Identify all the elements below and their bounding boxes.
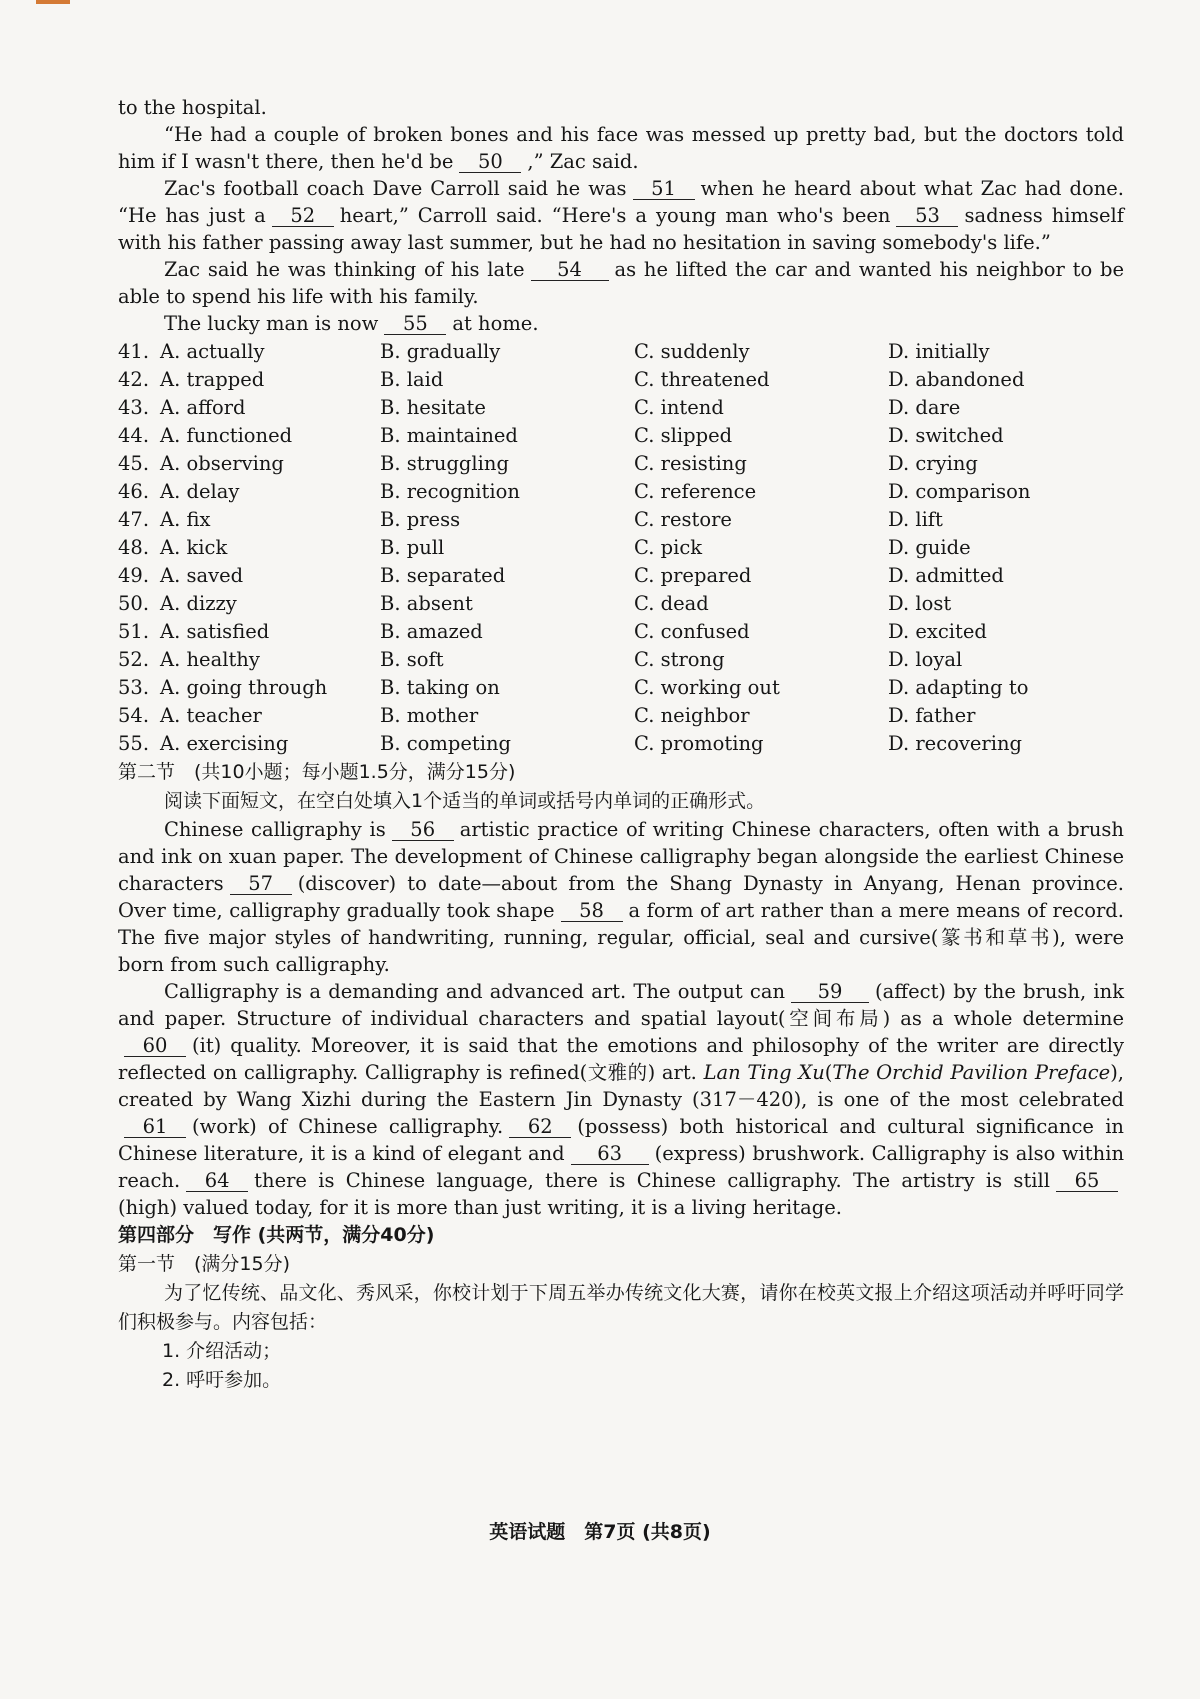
question-number: 51.	[118, 620, 150, 643]
text: Zac's football coach Dave Carroll said he was	[164, 177, 627, 200]
option-b: B. pull	[380, 536, 445, 559]
prompt-item: 2. 呼吁参加。	[162, 1369, 282, 1391]
text: The lucky man is now	[164, 312, 379, 335]
option-a: A. delay	[160, 480, 240, 503]
question-number: 50.	[118, 592, 150, 615]
option-row	[118, 338, 1124, 366]
book-title: Lan Ting Xu	[703, 1061, 825, 1084]
question-number: 55.	[118, 732, 150, 755]
option-c: C. dead	[634, 592, 709, 615]
option-b: B. separated	[380, 564, 506, 587]
text: as he lifted the car and wanted his neighbor to be able to spend his life with his family.	[118, 258, 1125, 308]
scan-edge-mark	[36, 0, 70, 4]
question-number: 45.	[118, 452, 150, 475]
blank-51: 51	[633, 178, 695, 200]
option-a: A. kick	[160, 536, 228, 559]
text: when he heard about what Zac had done. “He has just a	[118, 177, 1124, 227]
option-row	[118, 506, 1124, 534]
part-heading: 第四部分 写作 (共两节，满分40分)	[118, 1224, 435, 1246]
option-row	[118, 590, 1124, 618]
passage-line	[118, 94, 1124, 121]
text: heart,” Carroll said. “Here's a young man who's been	[339, 204, 891, 227]
option-c: C. intend	[634, 396, 724, 419]
passage-paragraph	[118, 121, 1124, 175]
option-c: C. promoting	[634, 732, 764, 755]
option-d: D. abandoned	[888, 368, 1025, 391]
option-c: C. pick	[634, 536, 703, 559]
option-d: D. lost	[888, 592, 952, 615]
option-a: A. afford	[160, 396, 246, 419]
passage-paragraph	[118, 175, 1124, 256]
text: Chinese calligraphy is	[164, 818, 386, 841]
text: artistic practice of writing Chinese characters, often with a brush and ink on xuan paper. The development of Chinese calligraphy began alongside the earliest Chinese characters	[118, 818, 1124, 895]
option-a: A. teacher	[160, 704, 262, 727]
option-d: D. recovering	[888, 732, 1023, 755]
option-b: B. soft	[380, 648, 444, 671]
blank-62: 62	[509, 1116, 571, 1138]
section-instruction: 阅读下面短文，在空白处填入1个适当的单词或括号内单词的正确形式。	[164, 790, 766, 812]
text: Zac said he was thinking of his late	[164, 258, 525, 281]
prompt-item: 1. 介绍活动；	[162, 1340, 282, 1362]
option-b: B. struggling	[380, 452, 509, 475]
text: sadness himself with his father passing away last summer, but he had no hesitation in saving somebody's life.”	[118, 204, 1124, 254]
blank-57: 57	[230, 873, 292, 895]
blank-54: 54	[531, 259, 609, 281]
blank-55: 55	[384, 313, 446, 335]
option-c: C. reference	[634, 480, 757, 503]
option-a: A. trapped	[160, 368, 265, 391]
question-number: 42.	[118, 368, 150, 391]
option-d: D. switched	[888, 424, 1004, 447]
text: at home.	[452, 312, 539, 335]
passage-paragraph	[118, 310, 1124, 337]
question-number: 53.	[118, 676, 150, 699]
text: ,” Zac said.	[527, 150, 639, 173]
question-number: 52.	[118, 648, 150, 671]
question-number: 43.	[118, 396, 150, 419]
option-row	[118, 702, 1124, 730]
blank-58: 58	[561, 900, 623, 922]
text: a form of art rather than a mere means of record. The five major styles of handwriting, running, regular, official, seal and cursive(篆书和草书), were born from such calligraphy.	[118, 899, 1124, 976]
option-a: A. dizzy	[160, 592, 237, 615]
blank-59: 59	[791, 981, 869, 1003]
option-d: D. adapting to	[888, 676, 1029, 699]
text: there is Chinese language, there is Chinese calligraphy. The artistry is still	[254, 1169, 1050, 1192]
option-row	[118, 478, 1124, 506]
text: Calligraphy is a demanding and advanced art. The output can	[164, 980, 786, 1003]
text: (affect) by the brush, ink and paper. Structure of individual characters and spatial layout(空间布局) as a whole determine	[118, 980, 1125, 1030]
option-b: B. recognition	[380, 480, 520, 503]
page-footer: 英语试题 第7页 (共8页)	[489, 1521, 711, 1543]
option-a: A. exercising	[160, 732, 289, 755]
option-c: C. restore	[634, 508, 732, 531]
blank-64: 64	[186, 1170, 248, 1192]
grammar-paragraph	[118, 978, 1124, 1221]
option-d: D. father	[888, 704, 976, 727]
grammar-paragraph	[118, 816, 1124, 978]
options-list	[118, 338, 1124, 758]
option-b: B. competing	[380, 732, 512, 755]
blank-50: 50	[459, 151, 521, 173]
option-c: C. resisting	[634, 452, 747, 475]
text: (work) of Chinese calligraphy.	[192, 1115, 504, 1138]
option-d: D. guide	[888, 536, 971, 559]
question-number: 44.	[118, 424, 150, 447]
writing-prompt: 为了忆传统、品文化、秀风采，你校计划于下周五举办传统文化大赛，请你在校英文报上介绍这项活动并呼吁同学们积极参与。内容包括：	[118, 1282, 1124, 1333]
text: (discover) to date—about from the Shang Dynasty in Anyang, Henan province. Over time, calligraphy gradually took shape	[118, 872, 1124, 922]
option-c: C. confused	[634, 620, 750, 643]
option-d: D. comparison	[888, 480, 1031, 503]
option-b: B. gradually	[380, 340, 501, 363]
option-c: C. slipped	[634, 424, 733, 447]
blank-56: 56	[392, 819, 454, 841]
text: (	[824, 1061, 833, 1084]
option-d: D. dare	[888, 396, 961, 419]
blank-61: 61	[124, 1116, 186, 1138]
section-heading: 第二节 (共10小题；每小题1.5分，满分15分)	[118, 761, 516, 783]
option-b: B. laid	[380, 368, 444, 391]
option-a: A. healthy	[160, 648, 260, 671]
option-b: B. maintained	[380, 424, 518, 447]
question-number: 46.	[118, 480, 150, 503]
option-row	[118, 422, 1124, 450]
blank-63: 63	[571, 1143, 649, 1165]
option-a: A. satisfied	[160, 620, 270, 643]
text: (high) valued today, for it is more than just writing, it is a living heritage.	[118, 1196, 842, 1219]
text: “He had a couple of broken bones and his face was messed up pretty bad, but the doctors told him if I wasn't there, then he'd be	[118, 123, 1124, 173]
question-number: 54.	[118, 704, 150, 727]
option-a: A. going through	[160, 676, 328, 699]
option-c: C. working out	[634, 676, 780, 699]
option-d: D. lift	[888, 508, 943, 531]
option-row	[118, 534, 1124, 562]
question-number: 49.	[118, 564, 150, 587]
option-c: C. neighbor	[634, 704, 750, 727]
section-subheading: 第一节 (满分15分)	[118, 1253, 291, 1275]
question-number: 48.	[118, 536, 150, 559]
option-d: D. excited	[888, 620, 987, 643]
option-a: A. saved	[160, 564, 244, 587]
passage-paragraph	[118, 256, 1124, 310]
option-c: C. threatened	[634, 368, 770, 391]
book-title-english: The Orchid Pavilion Preface	[832, 1061, 1111, 1084]
option-row	[118, 730, 1124, 758]
option-b: B. absent	[380, 592, 473, 615]
option-a: A. fix	[160, 508, 211, 531]
blank-65: 65	[1056, 1170, 1118, 1192]
option-b: B. hesitate	[380, 396, 486, 419]
question-number: 41.	[118, 340, 150, 363]
option-b: B. mother	[380, 704, 479, 727]
option-row	[118, 562, 1124, 590]
option-c: C. prepared	[634, 564, 752, 587]
option-a: A. actually	[160, 340, 265, 363]
option-row	[118, 394, 1124, 422]
option-a: A. functioned	[160, 424, 293, 447]
blank-60: 60	[124, 1035, 186, 1057]
option-c: C. strong	[634, 648, 725, 671]
option-c: C. suddenly	[634, 340, 750, 363]
text: to the hospital.	[118, 96, 267, 119]
blank-53: 53	[896, 205, 958, 227]
option-d: D. crying	[888, 452, 978, 475]
option-b: B. amazed	[380, 620, 483, 643]
question-number: 47.	[118, 508, 150, 531]
option-d: D. initially	[888, 340, 990, 363]
option-b: B. press	[380, 508, 461, 531]
text: (express) brushwork. Calligraphy is also within reach.	[118, 1142, 1124, 1192]
blank-52: 52	[272, 205, 334, 227]
option-b: B. taking on	[380, 676, 500, 699]
text: (possess) both historical and cultural significance in Chinese literature, it is a kind of elegant and	[118, 1115, 1124, 1165]
option-d: D. admitted	[888, 564, 1004, 587]
option-row	[118, 366, 1124, 394]
option-row	[118, 646, 1124, 674]
option-d: D. loyal	[888, 648, 963, 671]
option-row	[118, 618, 1124, 646]
option-row	[118, 674, 1124, 702]
page-content	[118, 94, 1124, 1395]
option-a: A. observing	[160, 452, 284, 475]
option-row	[118, 450, 1124, 478]
text: ), created by Wang Xizhi during the Eastern Jin Dynasty (317－420), is one of the most celebrated	[118, 1061, 1124, 1111]
text: (it) quality. Moreover, it is said that the emotions and philosophy of the writer are directly reflected on calligraphy. Calligraphy is refined(文雅的) art.	[118, 1034, 1124, 1084]
